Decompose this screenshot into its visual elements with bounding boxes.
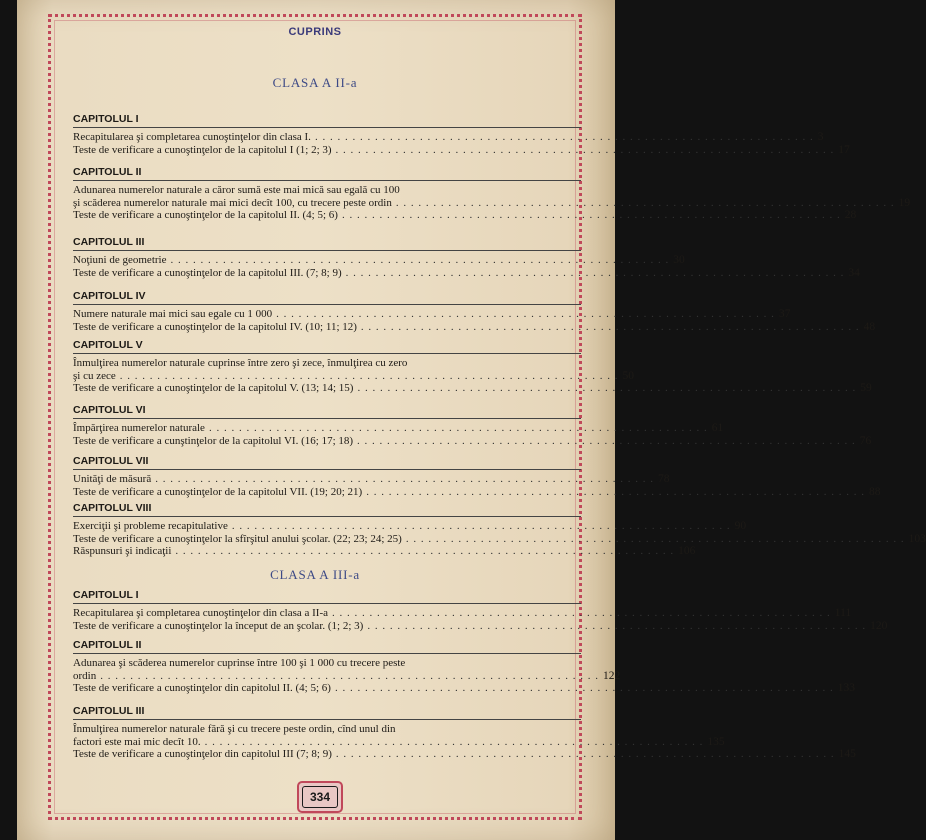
dot-leader: . . . . . . . . . . . . . . . . . . . . . . . . . . . . . . . . . . . . . . . . . . . . . . . . . . . . . . . . . . . . . . . . . . .	[367, 619, 867, 632]
dot-leader: . . . . . . . . . . . . . . . . . . . . . . . . . . . . . . . . . . . . . . . . . . . . . . . . . . . . . . . . . . . . . . . . . . .	[366, 485, 865, 498]
toc-entry-first-line: Adunarea şi scăderea numerelor cuprinse între 100 şi 1 000 cu trecere peste	[73, 657, 406, 669]
toc-page-number: 103	[908, 532, 926, 545]
toc-page-number: 61	[711, 422, 724, 434]
toc-page-number: 30	[673, 254, 685, 266]
chapter-rule	[73, 304, 581, 305]
dot-leader: . . . . . . . . . . . . . . . . . . . . . . . . . . . . . . . . . . . . . . . . . . . . . . . . . . . . . . . . . . . . . . . . . . .	[357, 434, 856, 447]
chapter-title: CAPITOLUL VII	[73, 455, 149, 467]
toc-page-number: 90	[734, 520, 747, 532]
dot-leader: . . . . . . . . . . . . . . . . . . . . . . . . . . . . . . . . . . . . . . . . . . . . . . . . . . . . . . . . . . . . . . . . . . .	[208, 422, 708, 434]
chapter-block	[73, 639, 855, 695]
toc-entry-text: Noţiuni de geometrie	[73, 254, 167, 266]
toc-entry-text: Teste de verificare a cunoştinţelor din capitolul II. (4; 5; 6)	[73, 682, 331, 694]
toc-page-number: 17	[838, 143, 850, 156]
toc-entry	[73, 196, 911, 210]
dot-leader: . . . . . . . . . . . . . . . . . . . . . . . . . . . . . . . . . . . . . . . . . . . . . . . . . . . . . . . . . . . . . . . . . . .	[405, 532, 905, 545]
chapter-block	[73, 455, 881, 498]
toc-entry	[73, 320, 876, 334]
toc-entry	[73, 308, 791, 321]
dot-leader: . . . . . . . . . . . . . . . . . . . . . . . . . . . . . . . . . . . . . . . . . . . . . . . . . . . . . . . . . . . . . . . . . . .	[155, 473, 654, 485]
dot-leader: . . . . . . . . . . . . . . . . . . . . . . . . . . . . . . . . . . . . . . . . . . . . . . . . . . . . . . . . . . . . . . . . . . .	[314, 131, 814, 143]
chapter-block	[73, 166, 911, 222]
toc-entry-text: Împărţirea numerelor naturale	[73, 422, 205, 434]
chapter-block	[73, 339, 872, 395]
toc-entry-first-line: Adunarea numerelor naturale a căror sumă este mai mică sau egală cu 100	[73, 184, 400, 196]
toc-entry	[73, 143, 850, 157]
dot-leader: . . . . . . . . . . . . . . . . . . . . . . . . . . . . . . . . . . . . . . . . . . . . . . . . . . . . . . . . . . . . . . . . . . .	[335, 143, 835, 156]
chapter-rule	[73, 250, 581, 251]
toc-page-number: 78	[657, 473, 670, 485]
chapter-block	[73, 236, 860, 279]
chapter-block	[73, 113, 850, 156]
toc-entry-text: ordin	[73, 669, 97, 682]
toc-entry	[73, 545, 696, 558]
chapter-rule	[73, 603, 581, 604]
toc-page-number: 76	[859, 434, 872, 447]
toc-entry-text: şi scăderea numerelor naturale mai mici decît 100, cu trecere peste ordin	[73, 196, 392, 209]
chapter-rule	[73, 516, 581, 517]
toc-page-number: 106	[678, 545, 696, 557]
dot-leader: . . . . . . . . . . . . . . . . . . . . . . . . . . . . . . . . . . . . . . . . . . . . . . . . . . . . . . . . . . . . . . . . . . .	[357, 382, 857, 394]
toc-page-number: 28	[844, 209, 857, 221]
toc-page-number: 59	[860, 382, 872, 394]
toc-entry	[73, 434, 872, 448]
toc-page-number: 3	[817, 131, 824, 143]
toc-entry-text: Teste de verificare a cunştinţelor de la capitolul VI. (16; 17; 18)	[73, 434, 354, 447]
toc-entry-text: Exerciţii şi probleme recapitulative	[73, 520, 228, 532]
toc-entry-first-line: Înmulţirea numerelor naturale fără şi cu trecere peste ordin, cînd unul din	[73, 723, 396, 735]
toc-entry-text: Numere naturale mai mici sau egale cu 1 000	[73, 308, 273, 320]
dot-leader: . . . . . . . . . . . . . . . . . . . . . . . . . . . . . . . . . . . . . . . . . . . . . . . . . . . . . . . . . . . . . . . . . . .	[334, 682, 834, 694]
toc-entry	[73, 619, 888, 633]
chapter-rule	[73, 418, 581, 419]
chapter-block	[73, 404, 872, 447]
toc-entry	[73, 254, 685, 267]
dot-leader: . . . . . . . . . . . . . . . . . . . . . . . . . . . . . . . . . . . . . . . . . . . . . . . . . . . . . . . . . . . . . . . . . . .	[175, 545, 675, 557]
dot-leader: . . . . . . . . . . . . . . . . . . . . . . . . . . . . . . . . . . . . . . . . . . . . . . . . . . . . . . . . . . . . . . . . . . .	[345, 266, 845, 279]
toc-entry	[73, 382, 872, 395]
toc-entry	[73, 520, 747, 533]
chapter-rule	[73, 180, 581, 181]
chapter-rule	[73, 469, 581, 470]
toc-entry-text: Teste de verificare a cunoştinţelor de la capitolul III. (7; 8; 9)	[73, 266, 342, 279]
chapter-block	[73, 589, 888, 632]
toc-page-number: 50	[622, 369, 634, 382]
chapter-title: CAPITOLUL VIII	[73, 502, 152, 514]
toc-entry-text: Răspunsuri şi indicaţii	[73, 545, 172, 557]
chapter-title: CAPITOLUL III	[73, 236, 145, 248]
toc-page-number: 122	[602, 669, 621, 682]
toc-entry	[73, 735, 725, 749]
toc-page-number: 48	[863, 320, 876, 333]
chapter-block	[73, 502, 926, 558]
toc-page-number: 133	[837, 682, 855, 694]
toc-entry	[73, 266, 860, 280]
toc-entry	[73, 369, 634, 383]
chapter-rule	[73, 719, 581, 720]
toc-entry-text: factori este mai mic decît 10.	[73, 735, 201, 748]
toc-page-number: 37	[778, 308, 791, 320]
class-title: CLASA A II-a	[272, 75, 358, 90]
toc-entry-text: Teste de verificare a cunoştinţelor din capitolul III (7; 8; 9)	[73, 748, 332, 760]
toc-entry-text: Teste de verificare a cunoştinţelor de la capitolul VII. (19; 20; 21)	[73, 485, 363, 498]
page-number-box	[297, 781, 343, 813]
page-header: CUPRINS	[288, 26, 342, 38]
page-number: 334	[309, 790, 331, 804]
dot-leader: . . . . . . . . . . . . . . . . . . . . . . . . . . . . . . . . . . . . . . . . . . . . . . . . . . . . . . . . . . . . . . . . . . .	[341, 209, 841, 221]
toc-entry	[73, 607, 852, 620]
dot-leader: . . . . . . . . . . . . . . . . . . . . . . . . . . . . . . . . . . . . . . . . . . . . . . . . . . . . . . . . . . . . . . . . . . .	[395, 196, 895, 209]
toc-page-number: 88	[868, 485, 881, 498]
toc-entry	[73, 131, 824, 144]
toc-entry-first-line: Înmulţirea numerelor naturale cuprinse între zero şi zece, înmulţirea cu zero	[73, 357, 408, 369]
toc-page-number: 135	[707, 735, 725, 748]
toc-entry	[73, 485, 881, 499]
chapter-block	[73, 705, 856, 761]
dot-leader: . . . . . . . . . . . . . . . . . . . . . . . . . . . . . . . . . . . . . . . . . . . . . . . . . . . . . . . . . . . . . . . . . . .	[170, 254, 670, 266]
toc-entry	[73, 669, 621, 683]
toc-entry	[73, 682, 855, 695]
toc-page-number: 120	[870, 619, 888, 632]
chapter-rule	[73, 653, 581, 654]
toc-page-number: 34	[848, 266, 860, 279]
dot-leader: . . . . . . . . . . . . . . . . . . . . . . . . . . . . . . . . . . . . . . . . . . . . . . . . . . . . . . . . . . . . . . . . . . .	[231, 520, 731, 532]
chapter-rule	[73, 353, 581, 354]
toc-page-number: 19	[898, 196, 911, 209]
toc-entry-text: Recapitularea şi completarea cunoştinţelor din clasa I.	[73, 131, 311, 143]
toc-entry	[73, 422, 724, 435]
dot-leader: . . . . . . . . . . . . . . . . . . . . . . . . . . . . . . . . . . . . . . . . . . . . . . . . . . . . . . . . . . . . . . . . . . .	[332, 607, 831, 619]
dot-leader: . . . . . . . . . . . . . . . . . . . . . . . . . . . . . . . . . . . . . . . . . . . . . . . . . . . . . . . . . . . . . . . . . . .	[360, 320, 860, 333]
chapter-title: CAPITOLUL I	[73, 589, 139, 601]
dot-leader: . . . . . . . . . . . . . . . . . . . . . . . . . . . . . . . . . . . . . . . . . . . . . . . . . . . . . . . . . . . . . . . . . . .	[276, 308, 775, 320]
chapter-block	[73, 290, 876, 333]
toc-entry-text: Teste de verificare a cunoştinţelor de la capitolul I (1; 2; 3)	[73, 143, 332, 156]
chapter-rule	[73, 127, 581, 128]
toc-entry-text: şi cu zece	[73, 369, 116, 382]
toc-entry	[73, 209, 857, 222]
toc-entry	[73, 473, 670, 486]
class-title: CLASA A III-a	[270, 567, 360, 582]
toc-entry-text: Teste de verificare a cunoştinţelor la început de an şcolar. (1; 2; 3)	[73, 619, 364, 632]
dot-leader: . . . . . . . . . . . . . . . . . . . . . . . . . . . . . . . . . . . . . . . . . . . . . . . . . . . . . . . . . . . . . . . . . . .	[100, 669, 599, 682]
dot-leader: . . . . . . . . . . . . . . . . . . . . . . . . . . . . . . . . . . . . . . . . . . . . . . . . . . . . . . . . . . . . . . . . . . .	[204, 735, 704, 748]
toc-entry-text: Teste de verificare a cunoştinţelor de la capitolul IV. (10; 11; 12)	[73, 320, 357, 333]
chapter-title: CAPITOLUL V	[73, 339, 143, 351]
chapter-title: CAPITOLUL II	[73, 166, 142, 178]
chapter-title: CAPITOLUL VI	[73, 404, 146, 416]
toc-page-number: 111	[834, 607, 852, 619]
chapter-title: CAPITOLUL III	[73, 705, 145, 717]
toc-entry-text: Teste de verificare a cunoştinţelor de la capitolul V. (13; 14; 15)	[73, 382, 354, 394]
chapter-title: CAPITOLUL I	[73, 113, 139, 125]
chapter-title: CAPITOLUL II	[73, 639, 142, 651]
dot-leader: . . . . . . . . . . . . . . . . . . . . . . . . . . . . . . . . . . . . . . . . . . . . . . . . . . . . . . . . . . . . . . . . . . .	[119, 369, 619, 382]
toc-entry-text: Teste de verificare a cunoştinţelor la sfîrşitul anului şcolar. (22; 23; 24; 25)	[73, 532, 402, 545]
toc-entry-text: Teste de verificare a cunoştinţelor de la capitolul II. (4; 5; 6)	[73, 209, 338, 221]
chapter-title: CAPITOLUL IV	[73, 290, 146, 302]
toc-entry-text: Unităţi de măsură	[73, 473, 152, 485]
toc-entry-text: Recapitularea şi completarea cunoştinţelor din clasa a II-a	[73, 607, 329, 619]
dot-leader: . . . . . . . . . . . . . . . . . . . . . . . . . . . . . . . . . . . . . . . . . . . . . . . . . . . . . . . . . . . . . . . . . . .	[335, 748, 835, 760]
toc-page-number: 145	[838, 748, 856, 760]
toc-entry	[73, 532, 926, 546]
toc-entry	[73, 748, 856, 761]
